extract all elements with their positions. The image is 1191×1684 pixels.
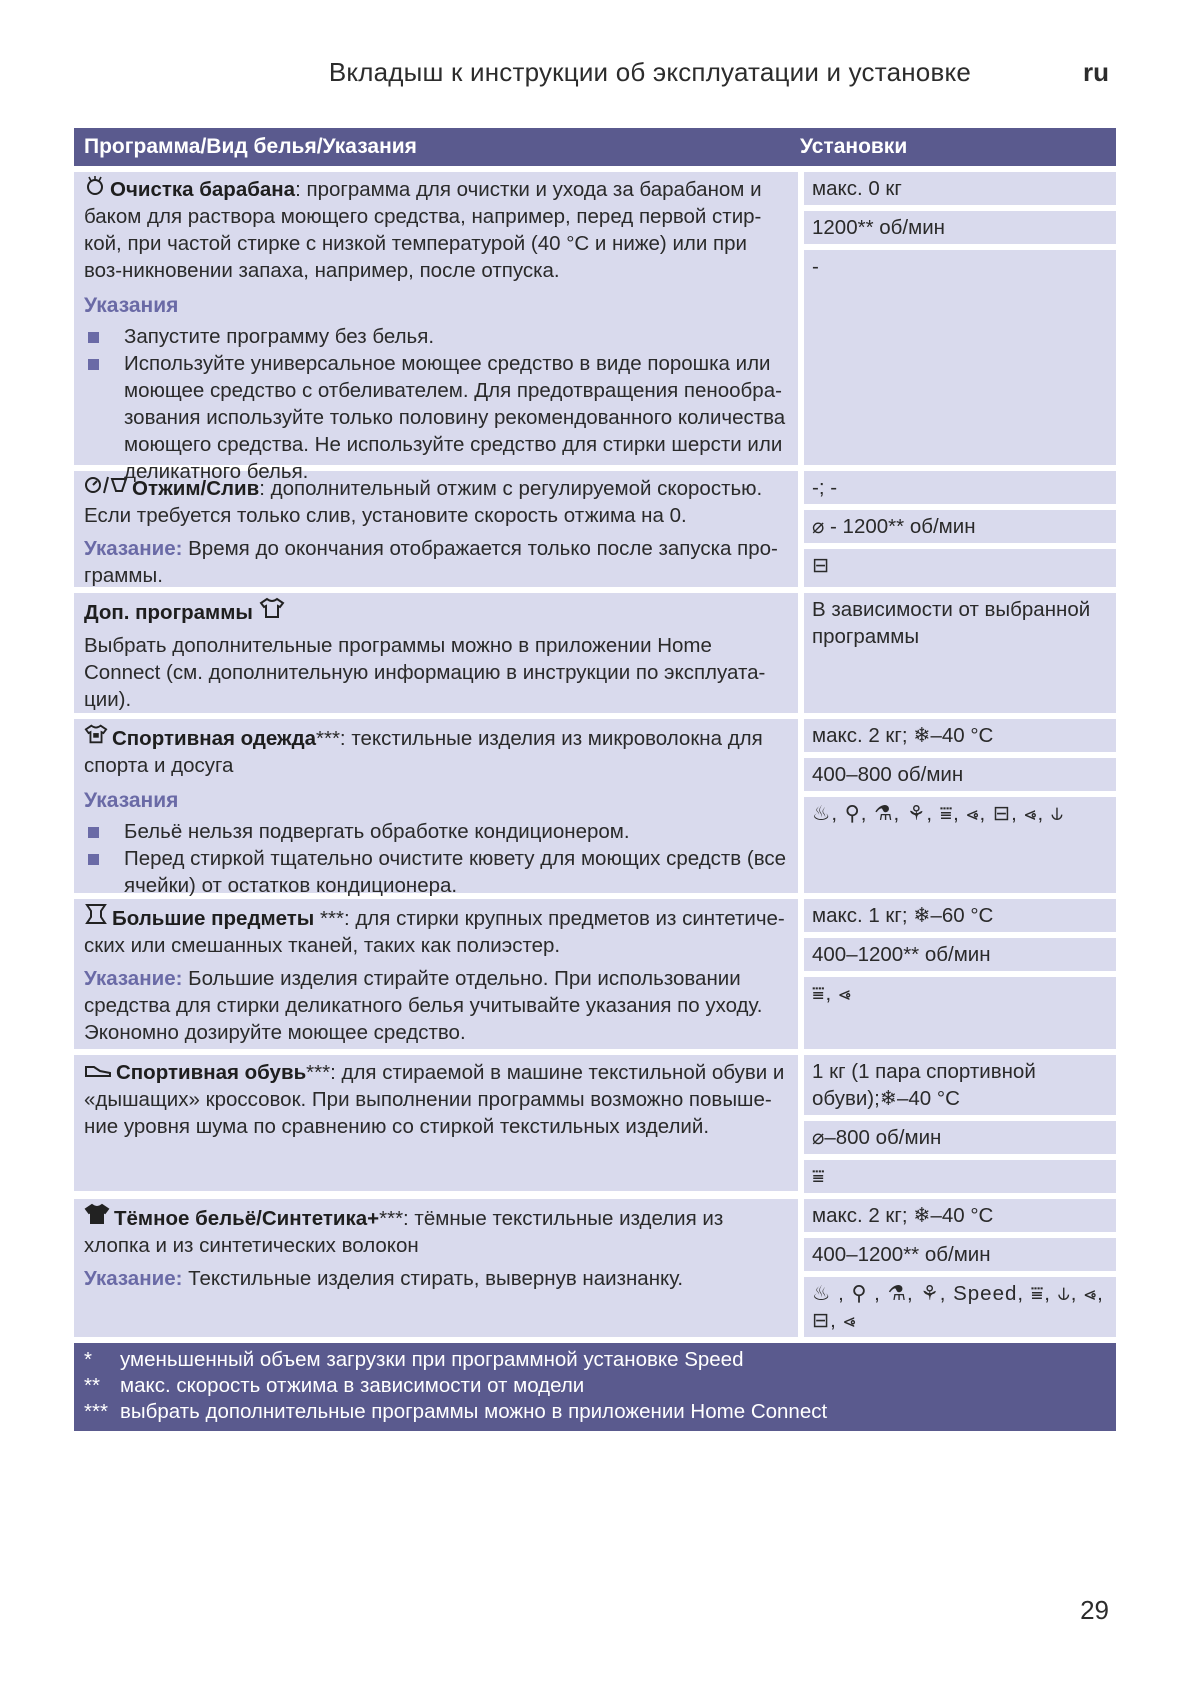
setting-options: ⩸, ⩹ — [804, 977, 1116, 1049]
program-title: Спортивная обувь — [116, 1061, 307, 1084]
program-title: Доп. программы — [84, 601, 253, 624]
note-text: Текстильные изделия стирать, вывернув наизнанку. — [182, 1267, 684, 1290]
notes-list — [84, 323, 788, 485]
drum-clean-icon — [84, 176, 106, 203]
footnote-mark: ** — [84, 1374, 100, 1397]
list-item: Бельё нельзя подвергать обработке кондиционером. — [84, 818, 788, 845]
setting-info: В зависимости от выбранной программы — [804, 593, 1116, 713]
setting-spin: 400–800 об/мин — [804, 758, 1116, 791]
note-label: Указание: — [84, 967, 183, 990]
row-settings — [804, 899, 1116, 1049]
footnote — [84, 1399, 1106, 1425]
table-header — [74, 128, 1116, 166]
row-description — [74, 172, 798, 483]
program-desc: ***: для стирки крупных предметов из синтетиче-ских или смешанных тканей, таких как полиэстер. — [84, 907, 785, 957]
note-text: Время до окончания отображается только после запуска про-граммы. — [84, 537, 778, 587]
program-desc: : программа для очистки и ухода за барабаном и баком для раствора моющего средства, например, перед первой стир-кой, при частой стирке с низкой температурой (40 °C и ниже) или при воз-никновении запаха, например, после отпуска. — [84, 178, 762, 282]
setting-spin: 1200** об/мин — [804, 211, 1116, 244]
setting-spin: 400–1200** об/мин — [804, 938, 1116, 971]
notes-list — [84, 818, 788, 899]
setting-spin: 400–1200** об/мин — [804, 1238, 1116, 1271]
setting-load: макс. 2 кг; ❄–40 °C — [804, 719, 1116, 752]
setting-options: ♨, ⚲, ⚗, ⚘, ⩸, ⩹, ⊟, ⩹, ⫝ — [804, 797, 1116, 893]
sportswear-icon — [84, 723, 108, 752]
table-row — [74, 593, 1116, 713]
setting-options: ♨ , ⚲ , ⚗, ⚘, Speed, ⩸, ⫝, ⩹, ⊟, ⩹ — [804, 1277, 1116, 1337]
row-description — [74, 593, 798, 713]
row-description — [74, 719, 798, 897]
table-row — [74, 899, 1116, 1049]
row-description — [74, 1199, 798, 1337]
footnote — [84, 1347, 1106, 1373]
table-row — [74, 719, 1116, 897]
setting-load: 1 кг (1 пара спортивной обуви);❄–40 °C — [804, 1055, 1116, 1115]
row-description — [74, 899, 798, 1049]
program-desc: ***: тёмные текстильные изделия из хлопка и из синтетических волокон — [84, 1207, 724, 1257]
setting-options: ⩸ — [804, 1160, 1116, 1193]
dark-laundry-icon — [84, 1203, 110, 1232]
setting-load: макс. 0 кг — [804, 172, 1116, 205]
large-items-icon — [84, 903, 108, 932]
program-title: Отжим/Слив — [132, 477, 260, 500]
table-row — [74, 1055, 1116, 1193]
header-lang: ru — [1083, 57, 1109, 87]
setting-load: макс. 2 кг; ❄–40 °C — [804, 1199, 1116, 1232]
program-title: Очистка барабана — [110, 178, 296, 201]
row-settings — [804, 1055, 1116, 1193]
table-row — [74, 471, 1116, 587]
row-settings — [804, 593, 1116, 713]
footnote-mark: * — [84, 1348, 92, 1371]
setting-load: -; - — [804, 471, 1116, 504]
program-desc: : дополнительный отжим с регулируемой скоростью. Если требуется только слив, установите скорость отжима на 0. — [84, 477, 763, 527]
program-title: Тёмное бельё/Синтетика+ — [114, 1207, 380, 1230]
program-desc: ***: текстильные изделия из микроволокна для спорта и досуга — [84, 727, 763, 777]
footnote-mark: *** — [84, 1400, 108, 1423]
footnote — [84, 1373, 1106, 1399]
program-title: Большие предметы — [112, 907, 315, 930]
footnote-text: уменьшенный объем загрузки при программной установке Speed — [120, 1348, 744, 1371]
row-settings — [804, 172, 1116, 465]
list-item: Используйте универсальное моющее средство в виде порошка или моющее средство с отбеливателем. Для предотвращения пенообра-зования используйте только половину рекомендованного количества моющего средства. Не используйте средство для стирки шерсти или деликатного белья. — [84, 350, 788, 485]
footnote-text: выбрать дополнительные программы можно в приложении Home Connect — [120, 1400, 828, 1423]
note-label: Указание: — [84, 537, 183, 560]
notes-heading: Указания — [84, 789, 179, 812]
setting-options: ⊟ — [804, 549, 1116, 587]
row-settings — [804, 1199, 1116, 1337]
program-desc: Выбрать дополнительные программы можно в приложении Home Connect (см. дополнительную информацию в инструкции по эксплуата-ции). — [84, 634, 766, 711]
notes-heading: Указания — [84, 294, 179, 317]
shirt-icon — [259, 597, 285, 626]
row-description — [74, 471, 798, 587]
list-item: Запустите программу без белья. — [84, 323, 788, 350]
setting-options: - — [804, 250, 1116, 465]
page-header — [0, 52, 1191, 92]
setting-spin: ⌀–800 об/мин — [804, 1121, 1116, 1154]
row-description — [74, 1055, 798, 1191]
setting-spin: ⌀ - 1200** об/мин — [804, 510, 1116, 543]
program-table — [74, 128, 1116, 1431]
program-title: Спортивная одежда — [112, 727, 316, 750]
col-settings-header: Установки — [800, 135, 908, 158]
list-item: Перед стиркой тщательно очистите кювету для моющих средств (все ячейки) от остатков кондиционера. — [84, 845, 788, 899]
table-row — [74, 172, 1116, 483]
page-number: 29 — [1080, 1595, 1109, 1625]
col-program-header: Программа/Вид белья/Указания — [84, 135, 417, 158]
header-title: Вкладыш к инструкции об эксплуатации и установке — [328, 57, 971, 87]
row-settings — [804, 471, 1116, 587]
footnote-text: макс. скорость отжима в зависимости от модели — [120, 1374, 585, 1397]
program-desc: ***: для стираемой в машине текстильной обуви и «дышащих» кроссовок. При выполнении программы возможно повыше-ние уровня шума по сравнению со стиркой текстильных изделий. — [84, 1061, 785, 1138]
table-footnotes — [74, 1343, 1116, 1431]
sport-shoes-icon — [84, 1059, 112, 1086]
table-row — [74, 1199, 1116, 1337]
note-text: Большие изделия стирайте отдельно. При использовании средства для стирки деликатного белья учитывайте указания по уходу. Экономно дозируйте моющее средство. — [84, 967, 763, 1044]
row-settings — [804, 719, 1116, 893]
setting-load: макс. 1 кг; ❄–60 °C — [804, 899, 1116, 932]
note-label: Указание: — [84, 1267, 183, 1290]
